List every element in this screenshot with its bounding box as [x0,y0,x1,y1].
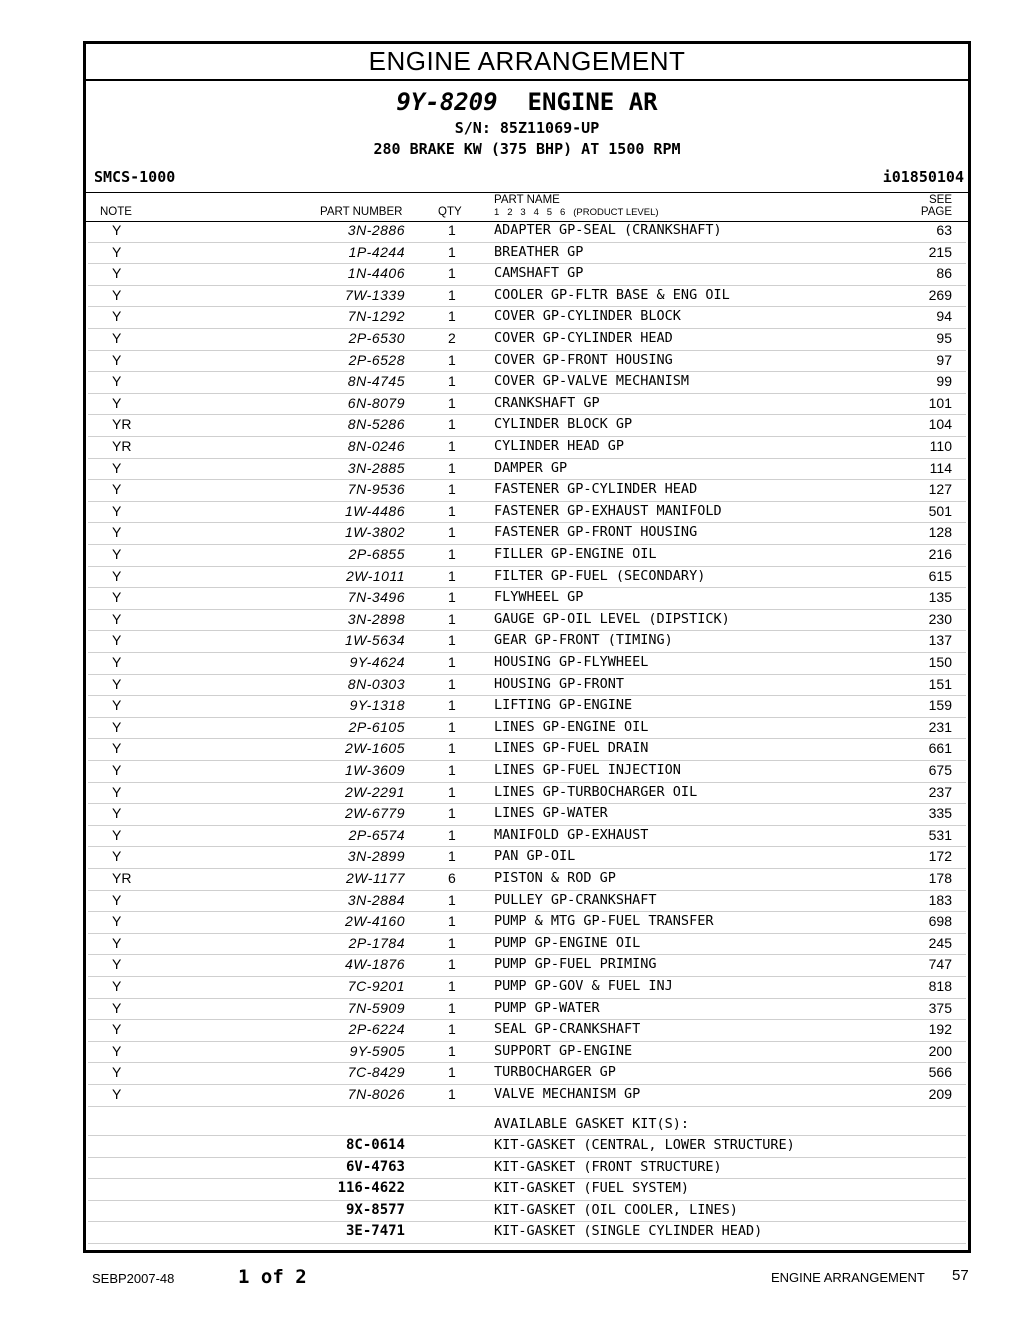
table-row [88,285,966,308]
part-number-cell: 7N-3496 [347,589,405,606]
note-cell: Y [112,1021,122,1038]
qty-cell: 1 [448,999,456,1016]
note-cell: Y [112,589,122,606]
qty-cell: 1 [448,718,456,735]
part-name-cell: PULLEY GP-CRANKSHAFT [494,891,657,908]
part-name-cell: CYLINDER HEAD GP [494,438,625,454]
col-qty: QTY [438,206,462,218]
table-row [88,846,966,869]
col-product-levels: 1 2 3 4 5 6 (PRODUCT LEVEL) [494,207,659,218]
qty-cell: 1 [448,524,456,541]
qty-cell: 1 [448,675,456,692]
page-ref-cell: 216 [928,546,952,562]
part-number-cell: 9Y-5905 [349,1042,405,1059]
part-name-cell: FILLER GP-ENGINE OIL [494,546,657,562]
part-number-cell: 3N-2884 [347,891,405,908]
table-row [88,263,966,286]
note-cell: Y [112,826,122,843]
qty-cell: 1 [448,416,456,433]
kit-name: KIT-GASKET (FUEL SYSTEM) [494,1180,690,1197]
qty-cell: 6 [448,870,456,886]
page-ref-cell: 183 [928,891,952,908]
qty-cell: 1 [448,934,456,951]
part-name-cell: FASTENER GP-EXHAUST MANIFOLD [494,502,722,519]
part-number-cell: 7N-8026 [347,1086,405,1102]
doc-code: SEBP2007-48 [92,1271,175,1286]
part-number-cell: 2W-1177 [345,870,405,886]
note-cell: Y [112,524,122,541]
col-part-number: PART NUMBER [320,206,403,218]
col-part-name: PART NAME [494,194,560,206]
part-name-cell: PUMP GP-ENGINE OIL [494,934,641,951]
part-name-cell: COVER GP-VALVE MECHANISM [494,373,690,390]
page-ref-cell: 237 [928,783,952,800]
smcs-code: SMCS-1000 [94,168,176,186]
part-number-cell: 7N-5909 [347,999,405,1016]
part-number-cell: 3N-2898 [347,610,405,627]
part-name-cell: LINES GP-FUEL INJECTION [494,762,681,778]
part-number-cell: 2W-4160 [344,913,405,930]
qty-cell: 1 [448,848,456,865]
page-ref-cell: 99 [936,373,952,390]
page-ref-cell: 215 [928,243,952,260]
table-row [88,566,966,589]
page-ref-cell: 114 [929,459,952,476]
part-name-cell: PUMP & MTG GP-FUEL TRANSFER [494,913,714,930]
note-cell: Y [112,999,122,1016]
gasket-kit-row [88,1135,966,1158]
table-row [88,306,966,329]
note-cell: Y [112,502,122,519]
kit-name: KIT-GASKET (SINGLE CYLINDER HEAD) [494,1223,763,1240]
part-number-cell: 7N-1292 [347,308,405,325]
page-ref-cell: 97 [936,351,952,368]
page-ref-cell: 747 [928,956,952,973]
page-ref-cell: 245 [928,934,952,951]
page-ref-cell: 501 [928,502,952,519]
part-name-cell: SEAL GP-CRANKSHAFT [494,1021,641,1038]
page-ref-cell: 95 [936,330,952,346]
note-cell: Y [112,481,122,498]
table-row [88,695,966,718]
note-cell: Y [112,740,122,757]
page-ref-cell: 110 [929,438,952,454]
page-ref-cell: 86 [936,265,952,282]
table-row [88,1041,966,1064]
qty-cell: 1 [448,610,456,627]
part-number-cell: 8N-4745 [347,373,405,390]
engine-rating: 280 BRAKE KW (375 BHP) AT 1500 RPM [373,140,681,158]
qty-cell: 1 [448,697,456,714]
part-name-cell: MANIFOLD GP-EXHAUST [494,826,649,843]
part-number-cell: 2P-6105 [348,718,405,735]
part-number-cell: 8N-5286 [347,416,405,433]
part-name-cell: PUMP GP-GOV & FUEL INJ [494,978,673,994]
page-ref-cell: 127 [928,481,952,498]
assembly-name: ENGINE AR [527,88,658,116]
note-cell: Y [112,697,122,714]
part-name-cell: PAN GP-OIL [494,848,576,865]
part-name-cell: COVER GP-CYLINDER BLOCK [494,308,681,325]
kit-part-number: 8C-0614 [345,1137,405,1153]
part-name-cell: PUMP GP-FUEL PRIMING [494,956,657,973]
page-ref-cell: 178 [928,870,952,886]
table-row [88,371,966,394]
qty-cell: 1 [448,265,456,282]
note-cell: Y [112,373,122,390]
part-number-cell: 1W-5634 [344,632,405,649]
page-ref-cell: 661 [928,740,952,757]
column-headers [86,192,968,222]
part-number-cell: 2P-6855 [348,546,405,562]
part-number-cell: 8N-0246 [347,438,405,454]
note-cell: Y [112,632,122,649]
table-row [88,890,966,913]
table-row [88,998,966,1021]
gasket-kit-row [88,1221,966,1244]
part-name-cell: PUMP GP-WATER [494,999,600,1016]
part-name-cell: FILTER GP-FUEL (SECONDARY) [494,567,706,584]
page-ref-cell: 375 [928,999,952,1016]
table-row [88,954,966,977]
note-cell: Y [112,330,122,346]
table-row [88,242,966,265]
part-name-cell: CAMSHAFT GP [494,265,584,282]
table-row [88,825,966,848]
note-cell: Y [112,805,122,822]
part-number-cell: 4W-1876 [344,956,405,973]
part-name-cell: LINES GP-FUEL DRAIN [494,740,649,757]
part-number-cell: 7C-9201 [347,978,405,994]
part-name-cell: TURBOCHARGER GP [494,1064,616,1081]
qty-cell: 1 [448,481,456,498]
kit-part-number: 9X-8577 [345,1201,405,1218]
kit-name: KIT-GASKET (OIL COOLER, LINES) [494,1201,738,1218]
part-name-cell: ADAPTER GP-SEAL (CRANKSHAFT) [494,222,722,238]
part-number-cell: 2P-6530 [348,330,405,346]
note-cell: Y [112,1064,122,1081]
table-row [88,1019,966,1042]
part-number-cell: 1N-4406 [347,265,405,282]
part-number-cell: 8N-0303 [347,675,405,692]
qty-cell: 1 [448,891,456,908]
note-cell: Y [112,222,122,238]
note-cell: Y [112,848,122,865]
kit-part-number: 6V-4763 [345,1158,405,1175]
part-number-cell: 3N-2886 [347,222,405,238]
table-row [88,976,966,999]
qty-cell: 1 [448,783,456,800]
part-name-cell: BREATHER GP [494,243,584,260]
table-row [88,630,966,653]
qty-cell: 1 [448,654,456,670]
table-row [88,1084,966,1107]
qty-cell: 1 [448,913,456,930]
note-cell: YR [112,870,132,886]
part-number-cell: 6N-8079 [347,394,405,411]
table-row [88,933,966,956]
page-ref-cell: 231 [928,718,952,735]
part-name-cell: DAMPER GP [494,459,568,476]
page-ref-cell: 230 [928,610,952,627]
part-number-cell: 9Y-4624 [349,654,405,670]
assembly-part-number: 9Y-8209 [396,88,498,116]
page-ref-cell: 63 [936,222,952,238]
table-row [88,436,966,459]
note-cell: Y [112,783,122,800]
qty-cell: 1 [448,978,456,994]
part-number-cell: 1W-3609 [344,762,405,778]
note-cell: Y [112,956,122,973]
page-ref-cell: 698 [928,913,952,930]
table-row [88,1062,966,1085]
qty-cell: 1 [448,956,456,973]
note-cell: YR [112,416,132,433]
qty-cell: 1 [448,1042,456,1059]
note-cell: Y [112,1086,122,1102]
footer-section-title: ENGINE ARRANGEMENT [771,1270,925,1285]
page-ref-cell: 269 [928,286,952,303]
qty-cell: 2 [448,330,456,346]
note-cell: Y [112,675,122,692]
table-row [88,803,966,826]
part-number-cell: 2W-1011 [345,567,405,584]
note-cell: Y [112,308,122,325]
part-name-cell: HOUSING GP-FRONT [494,675,625,692]
col-see: SEE [928,194,952,206]
part-name-cell: FASTENER GP-FRONT HOUSING [494,524,698,541]
part-number-cell: 2P-6574 [348,826,405,843]
col-page: PAGE [920,206,952,218]
note-cell: YR [112,438,132,454]
note-cell: Y [112,265,122,282]
part-number-cell: 7C-8429 [347,1064,405,1081]
page-ref-cell: 128 [928,524,952,541]
qty-cell: 1 [448,502,456,519]
note-cell: Y [112,891,122,908]
part-number-cell: 2P-6528 [348,351,405,368]
qty-cell: 1 [448,438,456,454]
qty-cell: 1 [448,589,456,606]
page-ref-cell: 135 [928,589,952,606]
qty-cell: 1 [448,351,456,368]
part-number-cell: 1P-4244 [348,243,405,260]
col-note: NOTE [100,206,132,218]
assembly-heading [86,88,968,116]
page-ref-cell: 159 [928,697,952,714]
qty-cell: 1 [448,222,456,238]
table-row [88,544,966,567]
page-ref-cell: 531 [928,826,952,843]
note-cell: Y [112,913,122,930]
part-name-cell: PISTON & ROD GP [494,870,616,886]
part-name-cell: LINES GP-TURBOCHARGER OIL [494,783,698,800]
page-ref-cell: 151 [928,675,952,692]
note-cell: Y [112,610,122,627]
table-row [88,328,966,351]
page-ref-cell: 200 [928,1042,952,1059]
page-ref-cell: 101 [928,394,952,411]
kit-part-number: 116-4622 [337,1180,405,1197]
section-title: ENGINE ARRANGEMENT [86,44,968,81]
part-number-cell: 3N-2885 [347,459,405,476]
note-cell: Y [112,394,122,411]
part-name-cell: COVER GP-FRONT HOUSING [494,351,673,368]
qty-cell: 1 [448,1086,456,1102]
table-row [88,414,966,437]
table-row [88,717,966,740]
note-cell: Y [112,459,122,476]
table-row [88,782,966,805]
part-name-cell: VALVE MECHANISM GP [494,1086,641,1102]
table-row [88,522,966,545]
page-ref-cell: 172 [928,848,952,865]
part-name-cell: GAUGE GP-OIL LEVEL (DIPSTICK) [494,610,730,627]
qty-cell: 1 [448,805,456,822]
qty-cell: 1 [448,740,456,757]
part-number-cell: 2W-6779 [344,805,405,822]
table-row [88,479,966,502]
table-row [88,501,966,524]
page-ref-cell: 209 [928,1086,952,1102]
note-cell: Y [112,546,122,562]
note-cell: Y [112,934,122,951]
table-row [88,738,966,761]
table-row [88,911,966,934]
part-number-cell: 1W-3802 [344,524,405,541]
table-row [88,609,966,632]
part-number-cell: 9Y-1318 [349,697,405,714]
kit-part-number: 3E-7471 [345,1223,405,1240]
part-number-cell: 3N-2899 [347,848,405,865]
document-id: i01850104 [882,168,964,186]
part-name-cell: SUPPORT GP-ENGINE [494,1042,633,1059]
part-name-cell: GEAR GP-FRONT (TIMING) [494,632,673,649]
kit-name: KIT-GASKET (CENTRAL, LOWER STRUCTURE) [494,1137,795,1153]
part-name-cell: LINES GP-WATER [494,805,608,822]
qty-cell: 1 [448,1064,456,1081]
qty-cell: 1 [448,826,456,843]
page-ref-cell: 615 [928,567,952,584]
part-number-cell: 2P-1784 [348,934,405,951]
page-ref-cell: 675 [928,762,952,778]
serial-number: S/N: 85Z11069-UP [454,119,600,137]
qty-cell: 1 [448,1021,456,1038]
page-ref-cell: 94 [936,308,952,325]
part-number-cell: 7W-1339 [344,286,405,303]
page-ref-cell: 192 [928,1021,952,1038]
qty-cell: 1 [448,373,456,390]
part-name-cell: COOLER GP-FLTR BASE & ENG OIL [494,286,730,303]
qty-cell: 1 [448,243,456,260]
part-name-cell: CRANKSHAFT GP [494,394,600,411]
note-cell: Y [112,351,122,368]
page-ref-cell: 566 [928,1064,952,1081]
qty-cell: 1 [448,308,456,325]
part-number-cell: 1W-4486 [344,502,405,519]
qty-cell: 1 [448,459,456,476]
qty-cell: 1 [448,546,456,562]
page-ref-cell: 137 [928,632,952,649]
gasket-kit-row [88,1200,966,1223]
gasket-kit-row [88,1157,966,1180]
table-row [88,652,966,675]
part-name-cell: COVER GP-CYLINDER HEAD [494,330,673,346]
gasket-kit-row [88,1178,966,1201]
page-number: 57 [952,1267,969,1284]
note-cell: Y [112,243,122,260]
part-name-cell: LINES GP-ENGINE OIL [494,718,649,735]
part-name-cell: HOUSING GP-FLYWHEEL [494,654,649,670]
table-row [88,868,966,891]
table-row [88,587,966,610]
page-ref-cell: 818 [928,978,952,994]
qty-cell: 1 [448,762,456,778]
page-ref-cell: 150 [928,654,952,670]
table-row [88,760,966,783]
qty-cell: 1 [448,286,456,303]
qty-cell: 1 [448,632,456,649]
page-ref-cell: 335 [928,805,952,822]
table-row [88,458,966,481]
qty-cell: 1 [448,567,456,584]
table-row [88,220,966,243]
table-row [88,350,966,373]
note-cell: Y [112,978,122,994]
gasket-kits-heading: AVAILABLE GASKET KIT(S): [494,1116,690,1132]
note-cell: Y [112,1042,122,1059]
kit-name: KIT-GASKET (FRONT STRUCTURE) [494,1158,722,1175]
part-name-cell: CYLINDER BLOCK GP [494,416,633,433]
note-cell: Y [112,762,122,778]
part-name-cell: FLYWHEEL GP [494,589,584,606]
part-name-cell: LIFTING GP-ENGINE [494,697,633,714]
note-cell: Y [112,654,122,670]
part-number-cell: 7N-9536 [347,481,405,498]
part-number-cell: 2W-2291 [344,783,405,800]
qty-cell: 1 [448,394,456,411]
sheet-count: 1 of 2 [238,1266,307,1288]
note-cell: Y [112,718,122,735]
part-number-cell: 2P-6224 [348,1021,405,1038]
table-row [88,393,966,416]
part-name-cell: FASTENER GP-CYLINDER HEAD [494,481,698,498]
parts-list-frame [83,41,971,1253]
part-number-cell: 2W-1605 [344,740,405,757]
table-row [88,674,966,697]
note-cell: Y [112,567,122,584]
page-ref-cell: 104 [928,416,952,433]
note-cell: Y [112,286,122,303]
